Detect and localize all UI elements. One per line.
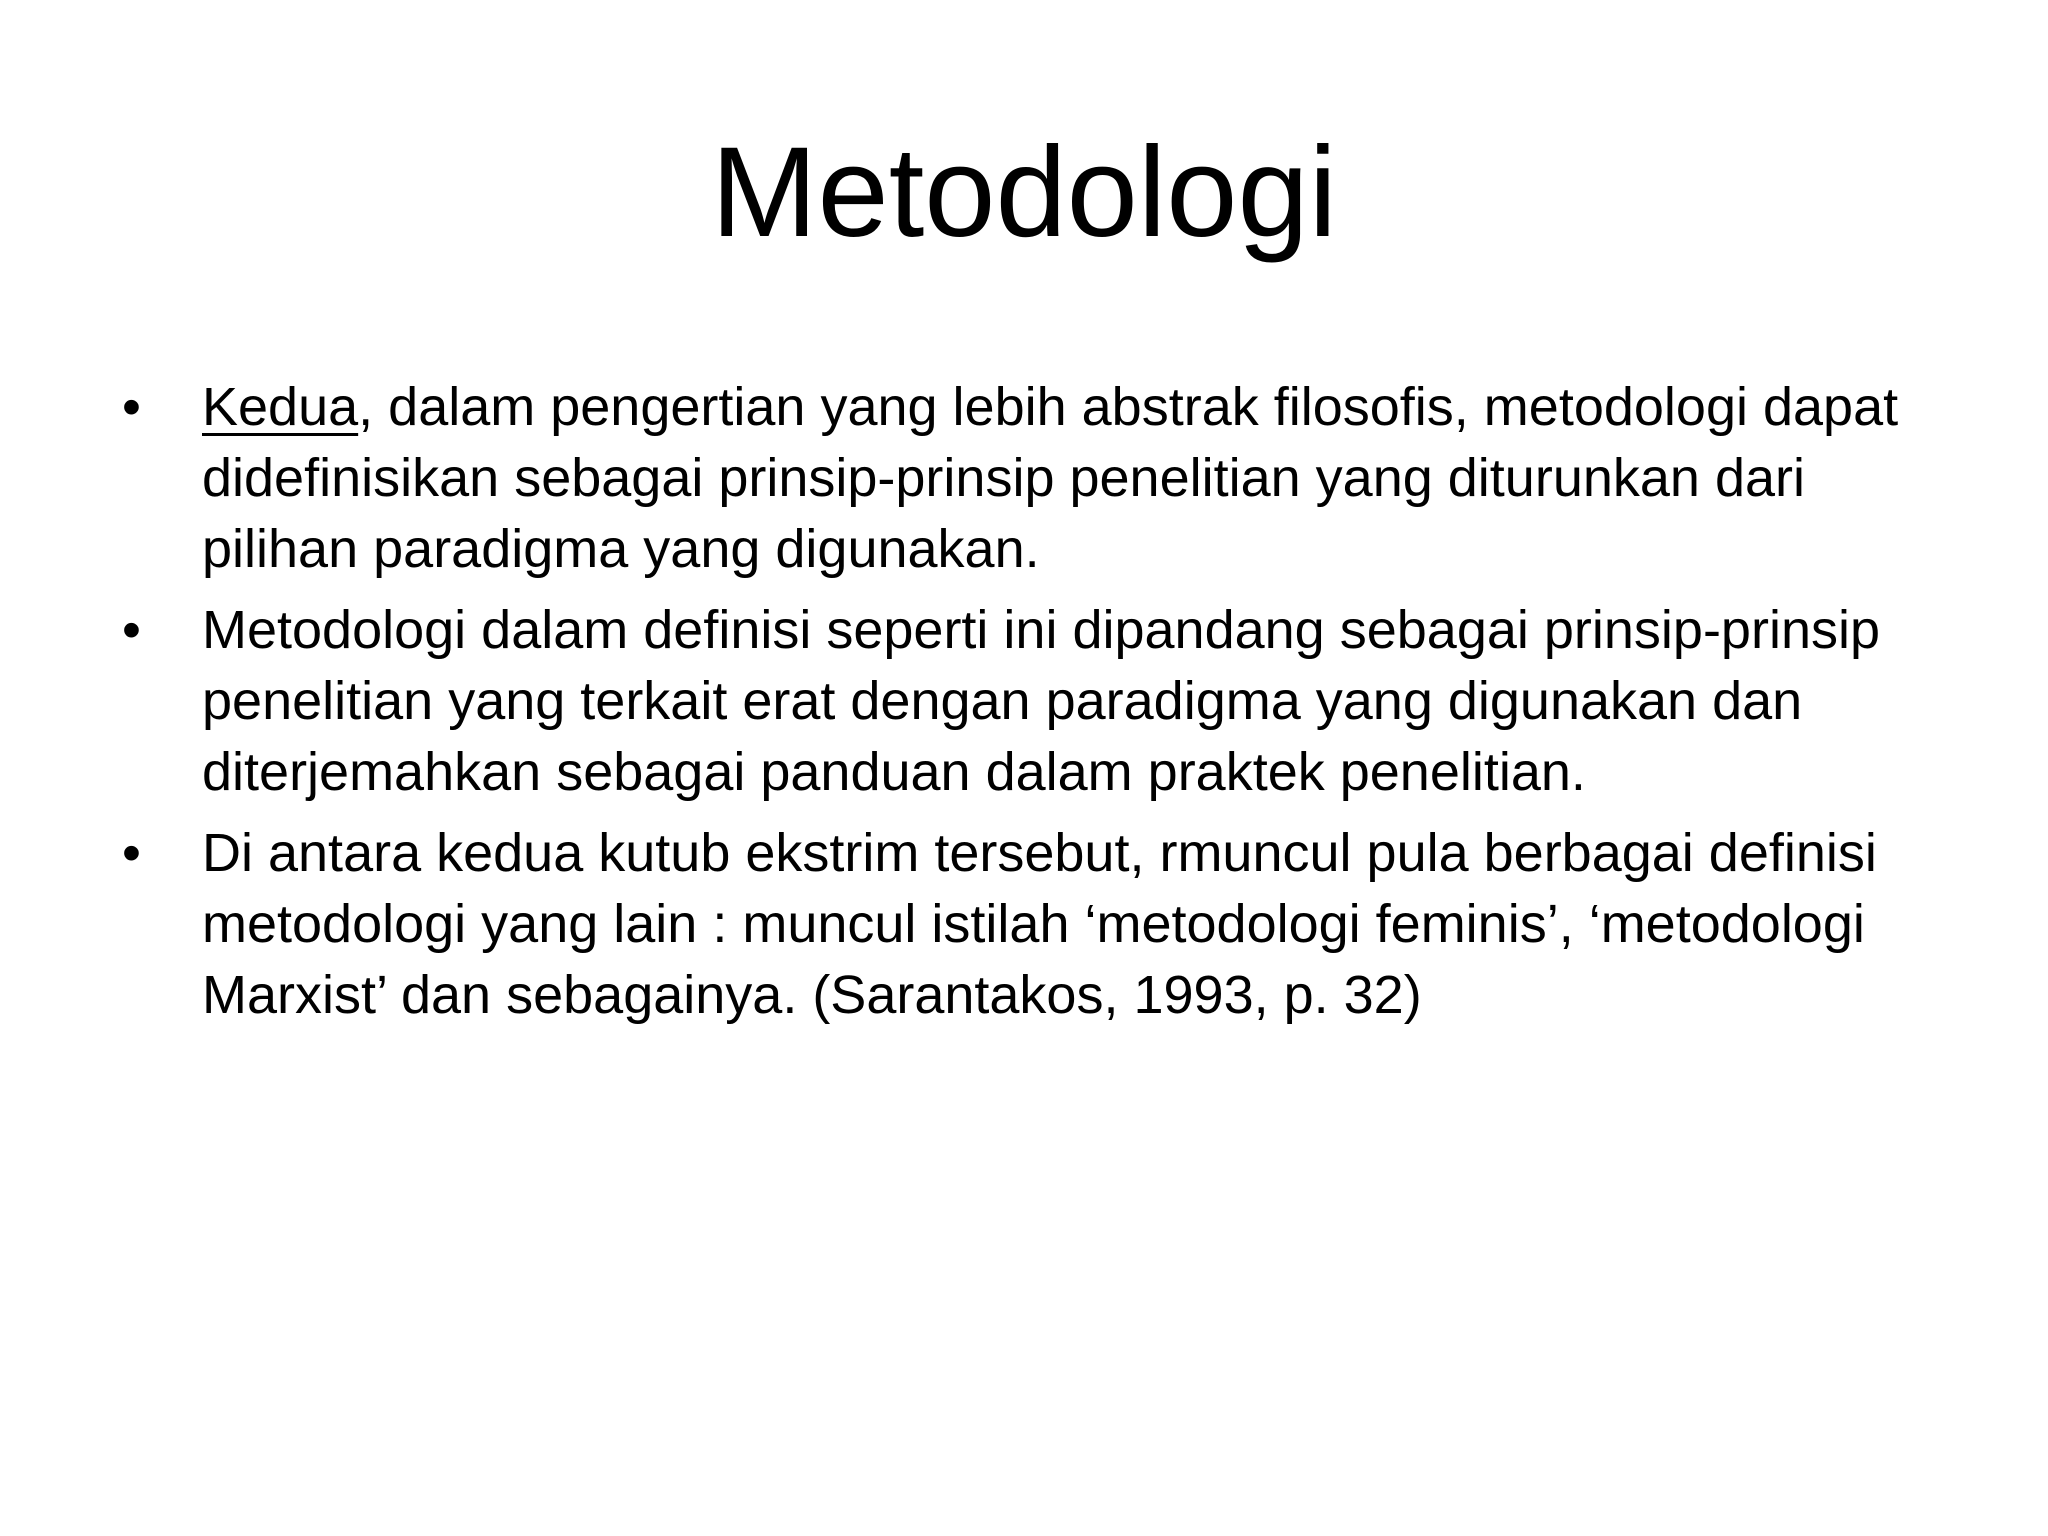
bullet-text: Metodologi dalam definisi seperti ini dipandang sebagai prinsip-prinsip penelitian yang terkait erat dengan paradigma yang digunakan dan diterjemahkan sebagai panduan dalam praktek penelitian. xyxy=(202,600,1881,802)
bullet-item-3 xyxy=(118,818,1938,1031)
bullet-text: , dalam pengertian yang lebih abstrak filosofis, metodologi dapat didefinisikan sebagai prinsip-prinsip penelitian yang diturunkan dari pilihan paradigma yang digunakan. xyxy=(202,377,1899,579)
bullet-emphasis: Kedua xyxy=(202,377,359,437)
bullet-text: Di antara kedua kutub ekstrim tersebut, rmuncul pula berbagai definisi metodologi yang lain : muncul istilah ‘metodologi feminis’, ‘metodologi Marxist’ dan sebagainya. (Sarantakos, 1993, p. 32) xyxy=(202,823,1877,1025)
bullet-marker: • xyxy=(122,823,141,883)
bullet-item-2 xyxy=(118,595,1938,808)
bullet-marker: • xyxy=(122,600,141,660)
bullet-item-1 xyxy=(118,372,1938,585)
bullet-list xyxy=(118,372,1938,1041)
slide-title: Metodologi xyxy=(710,121,1338,264)
bullet-marker: • xyxy=(122,377,141,437)
